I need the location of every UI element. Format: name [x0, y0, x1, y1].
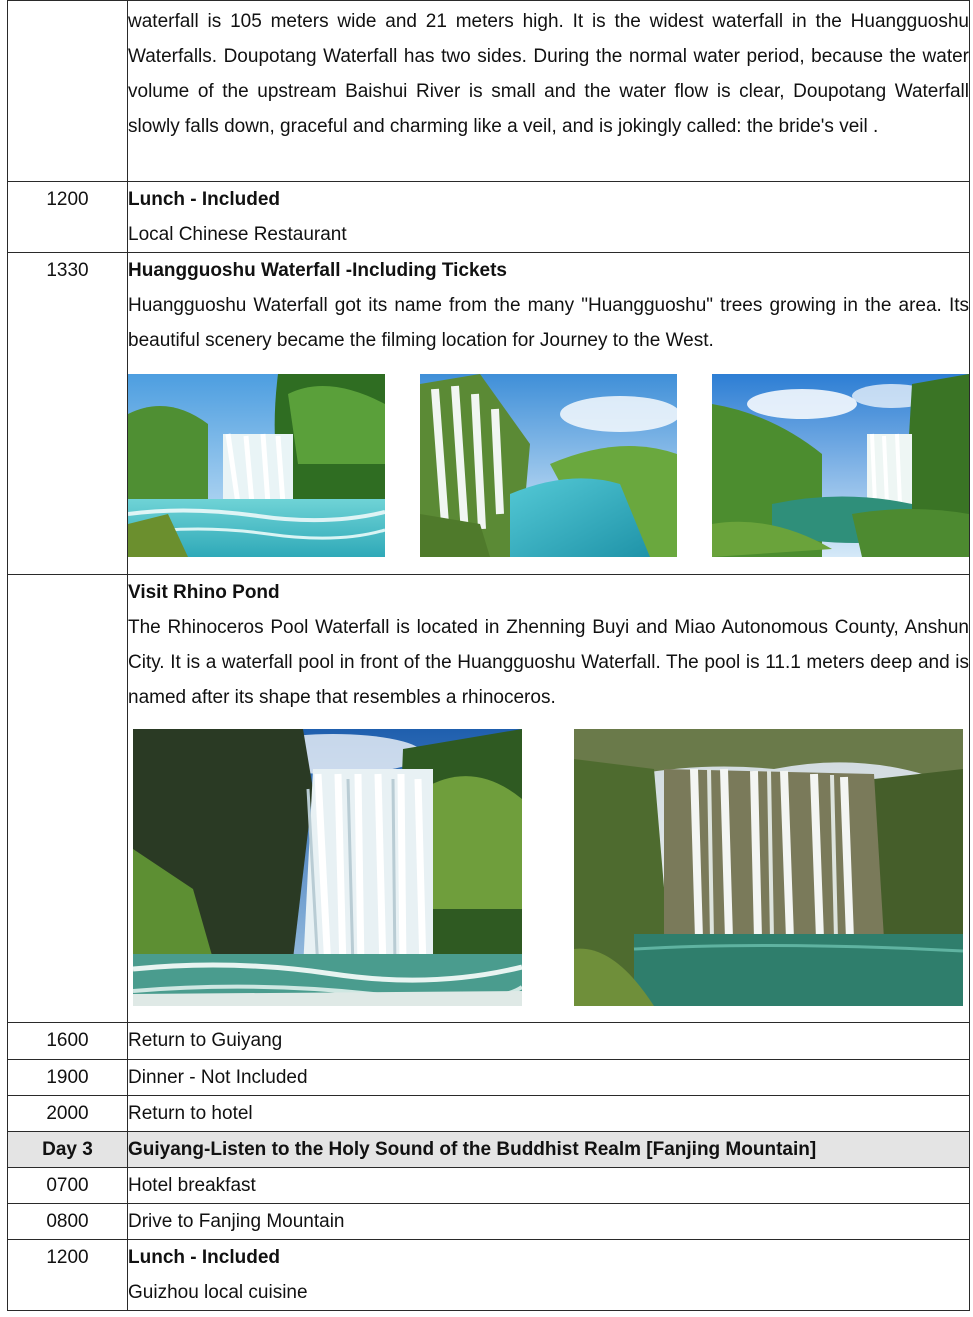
table-row — [8, 1060, 970, 1096]
day-label: Day 3 — [8, 1132, 128, 1168]
content-cell — [128, 253, 970, 575]
activity-title: Lunch - Included — [128, 1247, 280, 1268]
content-cell: Return to hotel — [128, 1096, 970, 1132]
table-row — [8, 575, 970, 1023]
table-row — [8, 1240, 970, 1311]
waterfall-photo — [712, 374, 969, 557]
time-cell: 0700 — [8, 1168, 128, 1204]
time-cell: 2000 — [8, 1096, 128, 1132]
time-cell: 1600 — [8, 1023, 128, 1060]
description-text: Guizhou local cuisine — [128, 1282, 308, 1303]
photo-gallery — [128, 729, 969, 1006]
table-row — [8, 1023, 970, 1060]
content-cell: Dinner - Not Included — [128, 1060, 970, 1096]
content-cell — [128, 1240, 970, 1311]
content-cell: Hotel breakfast — [128, 1168, 970, 1204]
description-text: waterfall is 105 meters wide and 21 meters high. It is the widest waterfall in the Huangguoshu Waterfalls. Doupotang Waterfall has two sides. During the normal water period, because the water volume of the upstream Baishui River is small and the water flow is clear, Doupotang Waterfall slowly falls down, graceful and charming like a veil, and is jokingly called: the bride's veil . — [128, 11, 969, 137]
table-row — [8, 253, 970, 575]
time-cell — [8, 1, 128, 182]
description-text: The Rhinoceros Pool Waterfall is located in Zhenning Buyi and Miao Autonomous County, Anshun City. It is a waterfall pool in front of the Huangguoshu Waterfall. The pool is 11.1 meters deep and is named after its shape that resembles a rhinoceros. — [128, 617, 969, 708]
time-cell: 1900 — [8, 1060, 128, 1096]
day-header-row — [8, 1132, 970, 1168]
waterfall-photo — [420, 374, 677, 557]
time-cell — [8, 575, 128, 1023]
activity-title: Lunch - Included — [128, 189, 280, 210]
table-row — [8, 1096, 970, 1132]
time-cell: 0800 — [8, 1204, 128, 1240]
photo-gallery — [128, 374, 969, 557]
content-cell — [128, 182, 970, 253]
description-text: Huangguoshu Waterfall got its name from the many "Huangguoshu" trees growing in the area. Its beautiful scenery became the filming location for Journey to the West. — [128, 295, 969, 351]
waterfall-photo — [574, 729, 963, 1006]
description-text: Local Chinese Restaurant — [128, 224, 347, 245]
waterfall-photo — [128, 374, 385, 557]
content-cell: Return to Guiyang — [128, 1023, 970, 1060]
activity-title: Visit Rhino Pond — [128, 582, 280, 603]
itinerary-table — [7, 0, 970, 1311]
time-cell: 1200 — [8, 1240, 128, 1311]
time-cell: 1200 — [8, 182, 128, 253]
content-cell — [128, 1, 970, 182]
waterfall-photo — [133, 729, 522, 1006]
day-title: Guiyang-Listen to the Holy Sound of the Buddhist Realm [Fanjing Mountain] — [128, 1132, 970, 1168]
table-row — [8, 1168, 970, 1204]
time-cell: 1330 — [8, 253, 128, 575]
table-row — [8, 1, 970, 182]
content-cell — [128, 575, 970, 1023]
table-row — [8, 1204, 970, 1240]
content-cell: Drive to Fanjing Mountain — [128, 1204, 970, 1240]
activity-title: Huangguoshu Waterfall -Including Tickets — [128, 260, 507, 281]
table-row — [8, 182, 970, 253]
